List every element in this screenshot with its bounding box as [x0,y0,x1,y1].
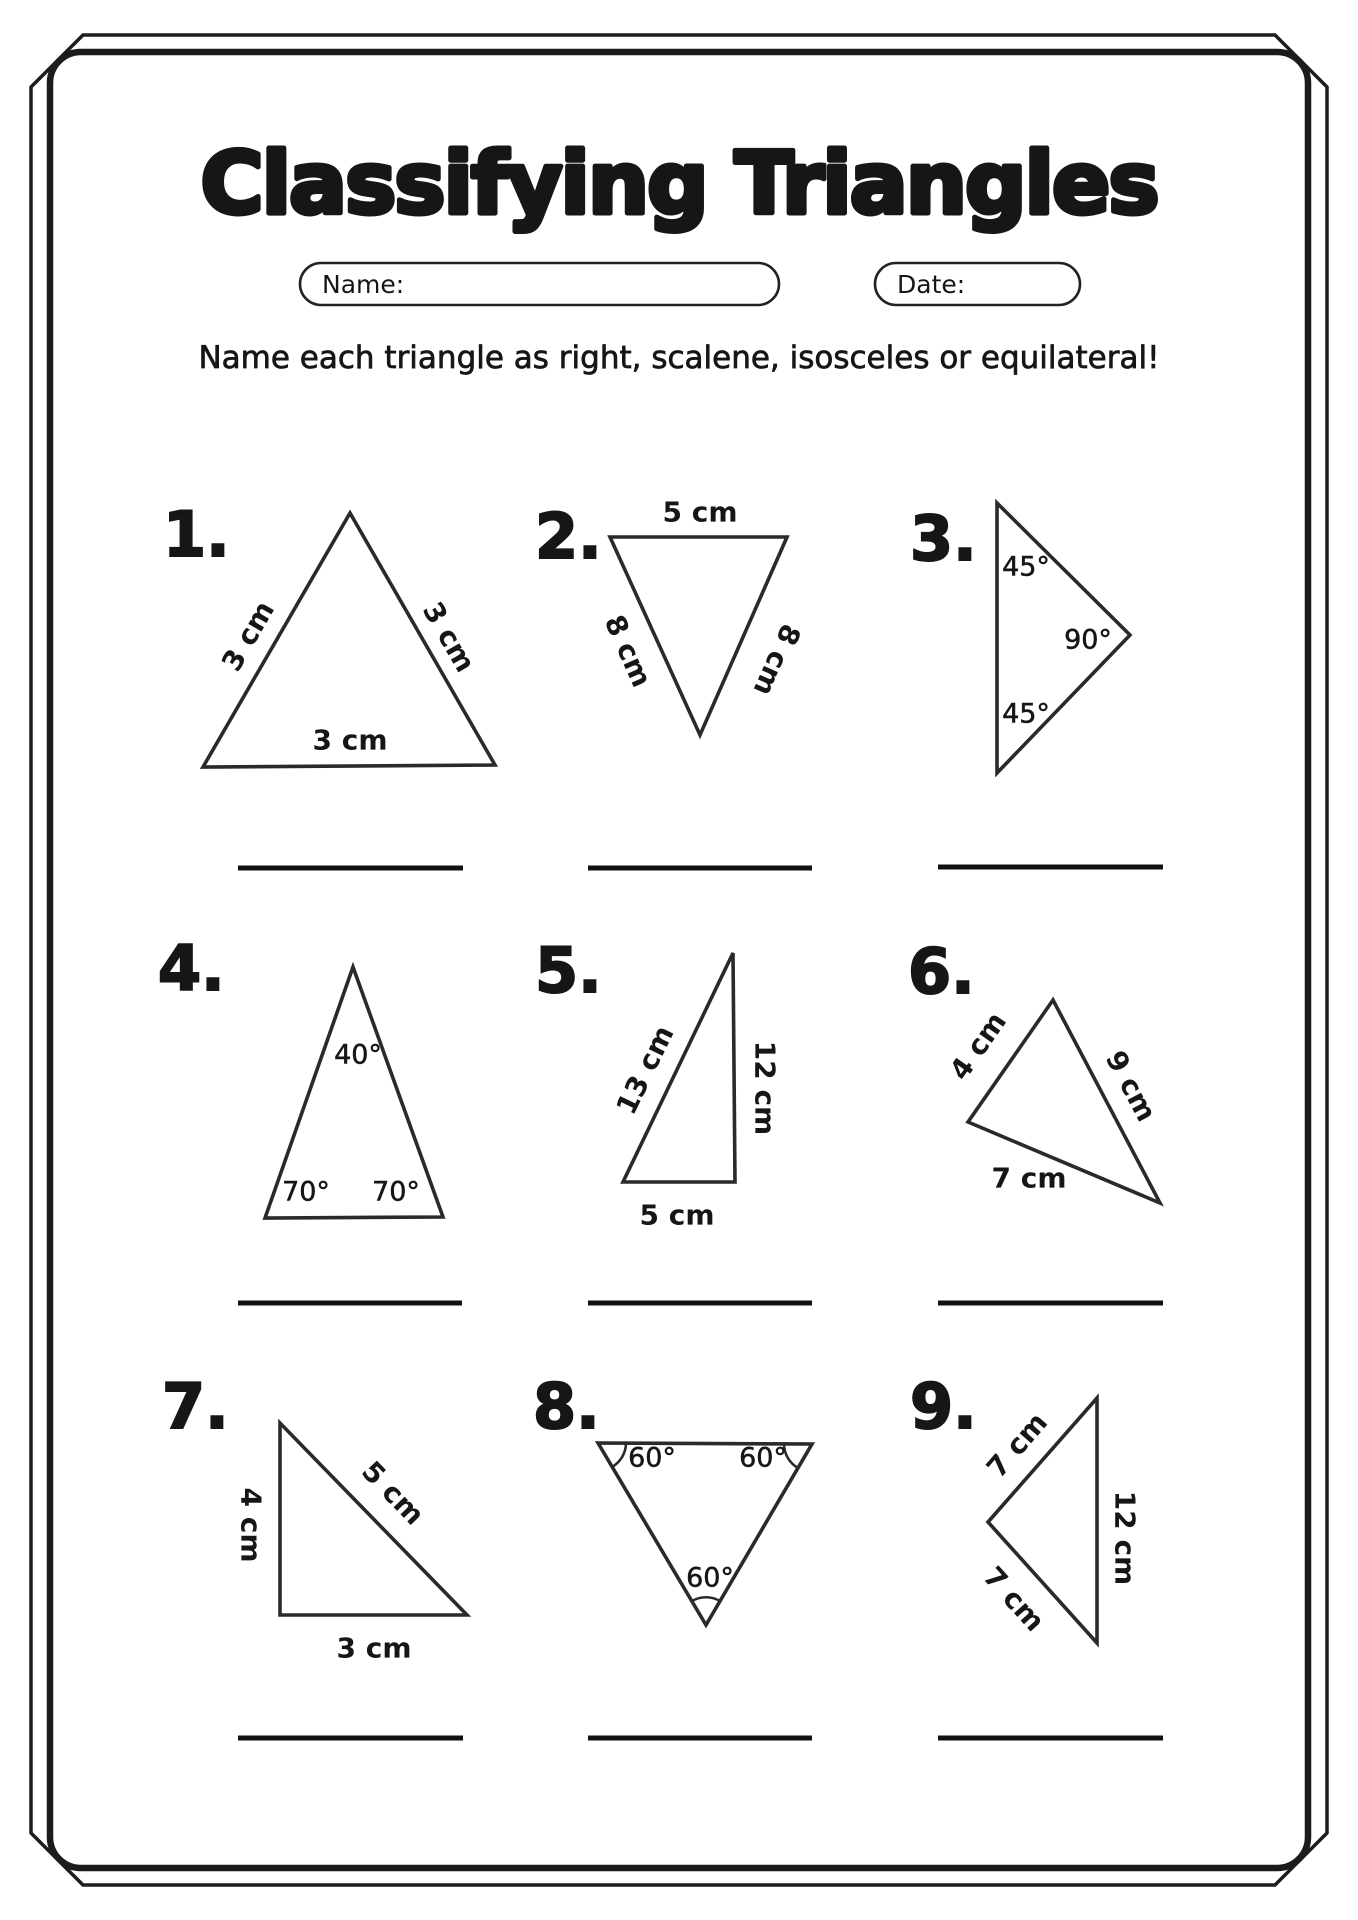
side-label: 4 cm [942,1005,1014,1087]
angle-label: 70° [372,1176,420,1208]
side-label: 9 cm [1098,1045,1164,1127]
problem-8-number: 8. [533,1370,600,1443]
name-field-label: Name: [322,270,405,299]
side-label: 5 cm [662,495,738,529]
problem-9-number: 9. [910,1370,977,1443]
problem-4-number: 4. [158,932,225,1005]
problem-1 [163,498,495,868]
side-label: 7 cm [979,1405,1055,1485]
angle-label: 60° [628,1442,676,1474]
problem-7 [162,1370,467,1738]
problem-2-number: 2. [535,500,602,573]
border-frame-inner [50,52,1308,1868]
date-field-label: Date: [897,270,966,299]
side-label: 3 cm [415,596,483,678]
problem-3 [910,502,1163,867]
page-title: Classifying Triangles [200,134,1158,234]
angle-label: 45° [1002,551,1050,583]
angle-label: 60° [686,1562,734,1594]
angle-label: 60° [739,1442,787,1474]
problem-1-number: 1. [163,498,230,571]
side-label: 7 cm [976,1560,1052,1638]
angle-arc [692,1597,720,1601]
angle-label: 90° [1064,624,1112,656]
border-frame-outer [31,35,1327,1885]
angle-label: 45° [1002,698,1050,730]
angle-label: 40° [334,1039,382,1071]
problem-8 [533,1370,812,1738]
angle-label: 70° [282,1176,330,1208]
side-label: 12 cm [748,1040,782,1136]
side-label: 8 cm [597,610,659,692]
side-label: 5 cm [639,1198,715,1232]
problem-4 [158,932,462,1303]
side-label: 4 cm [234,1487,268,1563]
side-label: 7 cm [991,1161,1067,1195]
problem-2 [535,496,812,869]
side-label: 3 cm [336,1631,412,1665]
side-label: 3 cm [214,595,282,677]
problem-5-number: 5. [535,934,602,1007]
problem-3-number: 3. [910,502,977,575]
angle-arc [612,1443,626,1467]
name-field-group [300,263,779,305]
triangle-7 [280,1423,467,1615]
side-label: 8 cm [746,619,808,701]
problem-6 [908,935,1163,1303]
side-label: 5 cm [355,1454,431,1532]
side-label: 12 cm [1108,1490,1142,1586]
problem-7-number: 7. [162,1370,229,1443]
date-field-group [875,263,1080,305]
problem-9 [910,1370,1163,1738]
instruction-text: Name each triangle as right, scalene, isosceles or equilateral! [198,340,1160,376]
side-label: 13 cm [609,1020,681,1120]
problem-6-number: 6. [908,935,975,1008]
side-label: 3 cm [312,723,388,757]
problem-5 [535,934,812,1303]
